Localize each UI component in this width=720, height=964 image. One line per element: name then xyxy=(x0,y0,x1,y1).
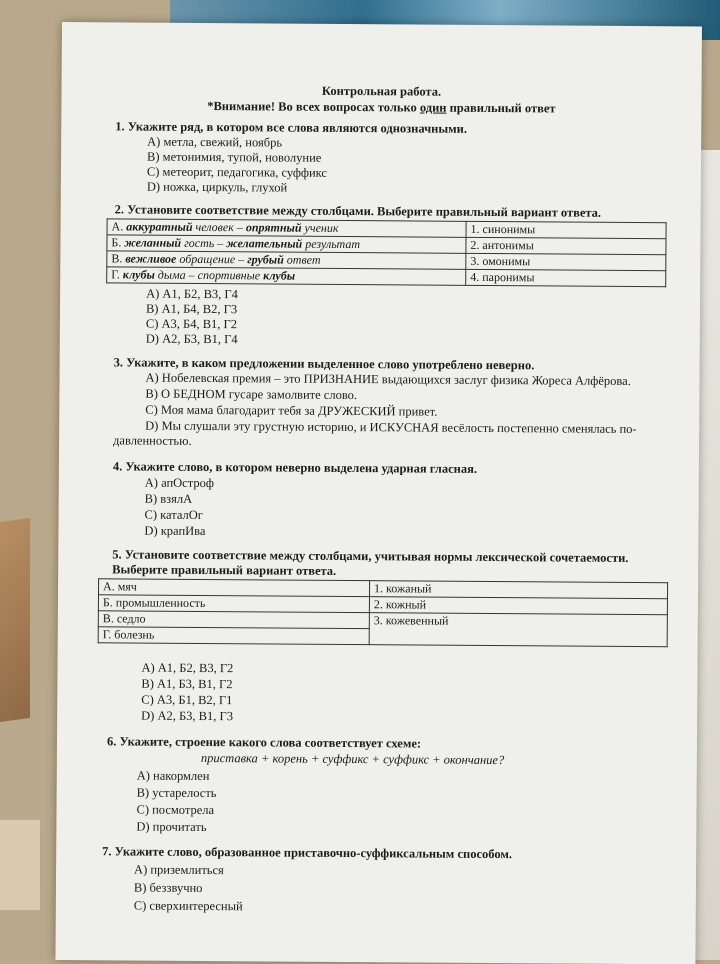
title: Контрольная работа. xyxy=(321,83,442,99)
q5-left-cell: В. седло xyxy=(98,611,369,629)
q1-option-c[interactable]: C) метеорит, педагогика, суффикс xyxy=(146,164,328,180)
q5-right-cell: 1. кожаный xyxy=(369,581,667,599)
q3-option-b[interactable]: B) О БЕДНОМ гусаре замолвите слово. xyxy=(145,386,358,403)
q2-left-cell: Б. желанный гость – желательный результат xyxy=(107,235,466,254)
q2-option-b[interactable]: B) А1, Б4, В2, Г3 xyxy=(145,301,238,317)
q2-left-cell: Г. клубы дыма – спортивные клубы xyxy=(107,267,466,286)
question-1: 1. Укажите ряд, в котором все слова являются однозначными. xyxy=(115,119,468,136)
q1-option-a[interactable]: A) метла, свежий, ноябрь xyxy=(147,134,283,150)
q5-option-d[interactable]: D) А2, Б3, В1, Г3 xyxy=(141,708,234,724)
q2-left-cell: А. аккуратный человек – опрятный ученик xyxy=(107,219,466,238)
q7-option-a[interactable]: A) приземлиться xyxy=(134,862,224,878)
q5-option-a[interactable]: A) А1, Б2, В3, Г2 xyxy=(141,660,234,676)
question-7: 7. Укажите слово, образованное приставочно-суффиксальным способом. xyxy=(102,844,513,862)
q2-table xyxy=(106,218,666,287)
q4-option-c[interactable]: C) каталОг xyxy=(144,507,204,522)
question-5-line-2: Выберите правильный вариант ответа. xyxy=(112,562,337,578)
underlined-word: один xyxy=(419,100,447,115)
q1-option-b[interactable]: B) метонимия, тупой, новолуние xyxy=(147,149,322,165)
q3-option-d-continuation: давленностью. xyxy=(113,433,192,448)
test-sheet xyxy=(55,22,702,964)
background-paper xyxy=(0,820,40,910)
q2-right-cell: 4. паронимы xyxy=(466,269,666,286)
attention-note: *Внимание! Во всех вопросах только один правильный ответ xyxy=(207,99,556,116)
q6-option-d[interactable]: D) прочитать xyxy=(136,819,207,835)
question-3: 3. Укажите, в каком предложении выделенное слово употреблено неверно. xyxy=(113,355,535,373)
q4-option-a[interactable]: A) апОстроф xyxy=(144,475,215,491)
q6-option-b[interactable]: B) устарелость xyxy=(136,785,217,801)
q3-option-d[interactable]: D) Мы слушали эту грустную историю, и ИСКУСНАЯ весёлость постепенно сменялась по- xyxy=(145,418,637,437)
q2-left-cell: В. вежливое обращение – грубый ответ xyxy=(107,251,466,270)
q6-option-a[interactable]: A) накормлен xyxy=(136,768,210,784)
q2-option-d[interactable]: D) А2, Б3, В1, Г4 xyxy=(145,331,238,347)
q7-option-c[interactable]: C) сверхинтересный xyxy=(133,898,243,914)
q6-option-c[interactable]: C) посмотрела xyxy=(136,802,215,818)
q2-right-cell: 2. антонимы xyxy=(466,237,666,254)
q5-left-cell: Б. промышленность xyxy=(98,595,369,613)
question-6: 6. Укажите, строение какого слова соответствует схеме: xyxy=(106,734,422,751)
table-row xyxy=(107,267,666,287)
q2-right-cell: 3. омонимы xyxy=(466,253,666,270)
q5-option-b[interactable]: B) А1, Б3, В1, Г2 xyxy=(141,676,233,692)
q4-option-d[interactable]: D) крапИва xyxy=(144,523,206,539)
q7-option-b[interactable]: B) беззвучно xyxy=(133,880,203,896)
question-4: 4. Укажите слово, в котором неверно выделена ударная гласная. xyxy=(112,459,478,476)
q5-table xyxy=(98,578,668,647)
q5-left-cell: А. мяч xyxy=(99,579,370,597)
q2-option-c[interactable]: C) А3, Б4, В1, Г2 xyxy=(145,316,238,332)
question-5: 5. Установите соответствие между столбцами, учитывая нормы лексической сочетаемости. xyxy=(112,547,629,565)
q5-option-c[interactable]: C) А3, Б1, В2, Г1 xyxy=(141,692,233,708)
q2-right-cell: 1. синонимы xyxy=(466,221,666,238)
question-2: 2. Установите соответствие между столбцами. Выберите правильный вариант ответа. xyxy=(114,202,602,220)
q3-option-c[interactable]: C) Моя мама благодарит тебя за ДРУЖЕСКИЙ привет. xyxy=(145,402,438,419)
q5-left-cell: Г. болезнь xyxy=(98,627,369,645)
word-scheme: приставка + корень + суффикс + суффикс + окончание? xyxy=(200,750,505,768)
q5-right-cell: 3. кожевенный xyxy=(369,613,667,647)
background-object xyxy=(0,518,30,722)
q4-option-b[interactable]: B) взялА xyxy=(144,491,193,506)
q3-option-a[interactable]: A) Нобелевская премия – это ПРИЗНАНИЕ выдающихся заслуг физика Жореса Алфёрова. xyxy=(145,370,631,388)
q2-option-a[interactable]: A) А1, Б2, В3, Г4 xyxy=(146,286,238,302)
q1-option-d[interactable]: D) ножка, циркуль, глухой xyxy=(146,179,288,195)
q5-right-cell: 2. кожный xyxy=(369,597,667,615)
